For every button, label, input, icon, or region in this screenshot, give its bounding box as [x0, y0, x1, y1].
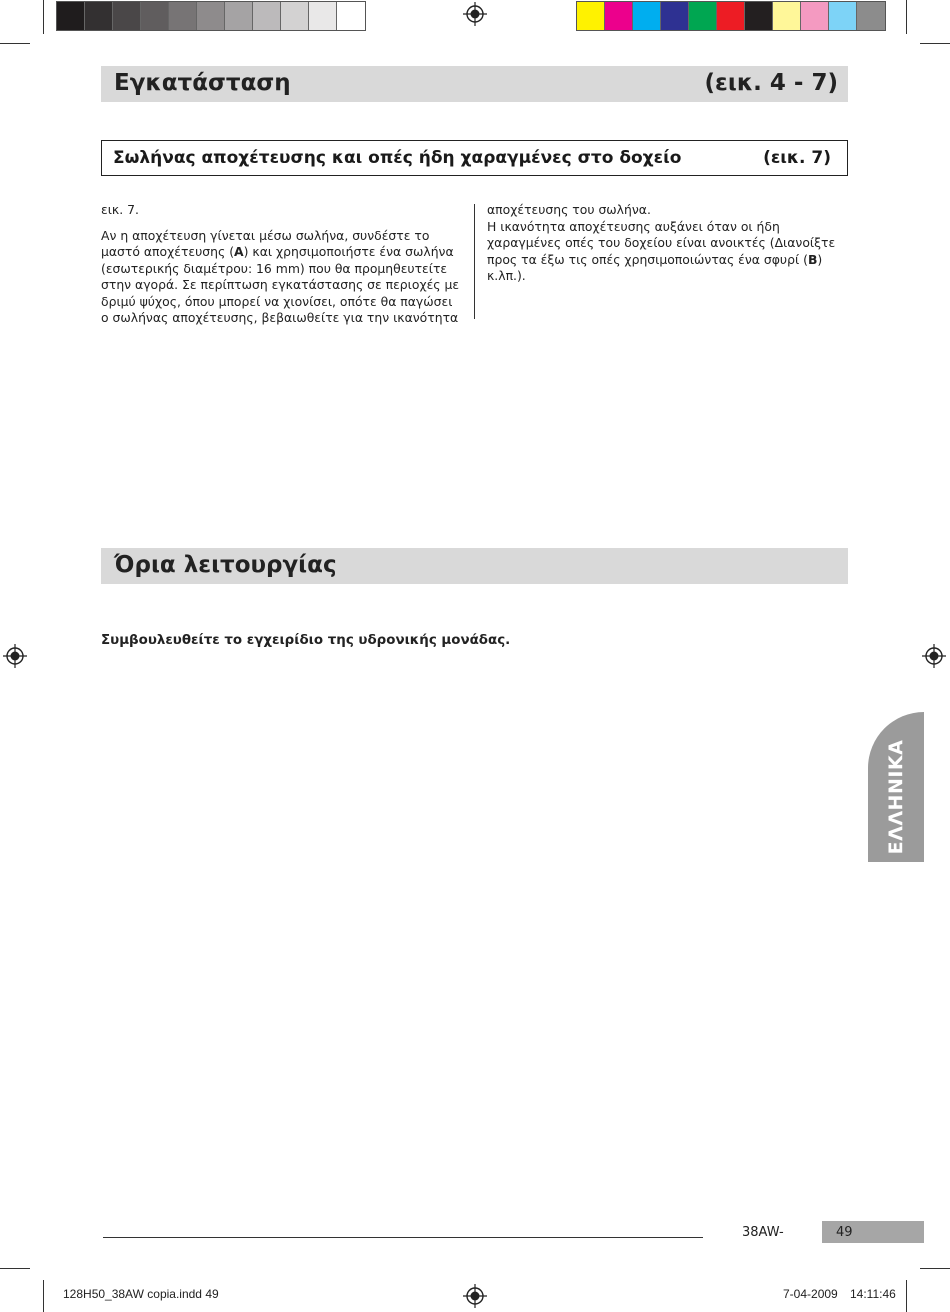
color-swatch — [605, 2, 633, 30]
grayscale-color-bar — [56, 1, 366, 31]
registration-mark-icon — [922, 644, 946, 668]
footer-rule — [103, 1237, 703, 1238]
color-swatch — [689, 2, 717, 30]
color-swatch — [85, 2, 113, 30]
color-swatch — [717, 2, 745, 30]
page-number: 49 — [836, 1225, 853, 1240]
process-color-bar — [576, 1, 886, 31]
registration-mark-icon — [463, 1284, 487, 1308]
text-run: Η ικανότητα αποχέτευσης αυξάνει όταν οι ήδη χαραγμένες οπές του δοχείου είναι ανοικτές (Διανοίξτε προς τα έξω τις οπές χρησιμοποιώντας ένα σφυρί ( — [487, 218, 836, 267]
color-swatch — [197, 2, 225, 30]
color-swatch — [169, 2, 197, 30]
crop-mark — [43, 0, 44, 34]
subsection-figure-reference: (εικ. 7) — [763, 148, 831, 168]
paragraph — [101, 228, 463, 327]
crop-mark — [0, 1268, 30, 1269]
color-swatch — [857, 2, 885, 30]
color-swatch — [309, 2, 337, 30]
paragraph — [487, 219, 847, 285]
page-number-box — [822, 1221, 924, 1243]
section-banner-operating-limits — [101, 548, 848, 584]
subsection-title: Σωλήνας αποχέτευσης και οπές ήδη χαραγμένες στο δοχείο — [113, 148, 682, 168]
color-swatch — [577, 2, 605, 30]
crop-mark — [0, 43, 30, 44]
section-banner-installation — [101, 66, 848, 102]
text-run: ) και χρησιμοποιήστε ένα σωλήνα (εσωτερικής διαμέτρου: 16 mm) που θα προμηθευτείτε στην αγορά. Σε περίπτωση εγκατάστασης σε περιοχές με δριμύ ψύχος, όπου μπορεί να χιονίσει, οπότε θα παγώσει ο σωλήνας αποχέτευσης, βεβαιωθείτε για την ικανότητα — [101, 244, 460, 325]
crop-mark — [920, 43, 950, 44]
language-tab-label: ΕΛΛΗΝΙΚΑ — [885, 739, 907, 855]
color-swatch — [57, 2, 85, 30]
text-column-right — [487, 202, 847, 285]
text-column-left — [101, 202, 463, 327]
color-swatch — [225, 2, 253, 30]
language-tab — [868, 712, 924, 862]
callout-letter: B — [807, 251, 818, 267]
color-swatch — [745, 2, 773, 30]
slug-filename: 128H50_38AW copia.indd 49 — [63, 1287, 219, 1301]
color-swatch — [253, 2, 281, 30]
text-run: Αν η αποχέτευση γίνεται μέσω σωλήνα, συνδέστε το μαστό αποχέτευσης ( — [101, 227, 430, 259]
slug-time: 14:11:46 — [850, 1287, 896, 1301]
notice-text: Συμβουλευθείτε το εγχειρίδιο της υδρονικής μονάδας. — [101, 633, 511, 648]
color-swatch — [801, 2, 829, 30]
crop-mark — [906, 0, 907, 34]
crop-mark — [43, 1280, 44, 1312]
figure-label: εικ. 7. — [101, 202, 139, 217]
color-swatch — [281, 2, 309, 30]
text-run: ) κ.λπ.). — [487, 251, 823, 283]
registration-mark-icon — [3, 644, 27, 668]
figure-reference: (εικ. 4 - 7) — [704, 70, 838, 96]
color-swatch — [337, 2, 365, 30]
crop-mark — [920, 1268, 950, 1269]
column-divider — [474, 204, 475, 319]
color-swatch — [633, 2, 661, 30]
color-swatch — [113, 2, 141, 30]
model-code: 38AW- — [742, 1225, 784, 1240]
section-title: Όρια λειτουργίας — [114, 552, 337, 578]
crop-mark — [906, 1280, 907, 1312]
registration-mark-icon — [463, 2, 487, 26]
color-swatch — [829, 2, 857, 30]
color-swatch — [141, 2, 169, 30]
subsection-header-box — [101, 140, 848, 176]
section-title: Εγκατάσταση — [114, 70, 291, 96]
callout-letter: A — [234, 244, 244, 259]
color-swatch — [661, 2, 689, 30]
color-swatch — [773, 2, 801, 30]
paragraph-continuation: αποχέτευσης του σωλήνα. — [487, 202, 651, 217]
slug-date: 7-04-2009 — [783, 1287, 838, 1301]
